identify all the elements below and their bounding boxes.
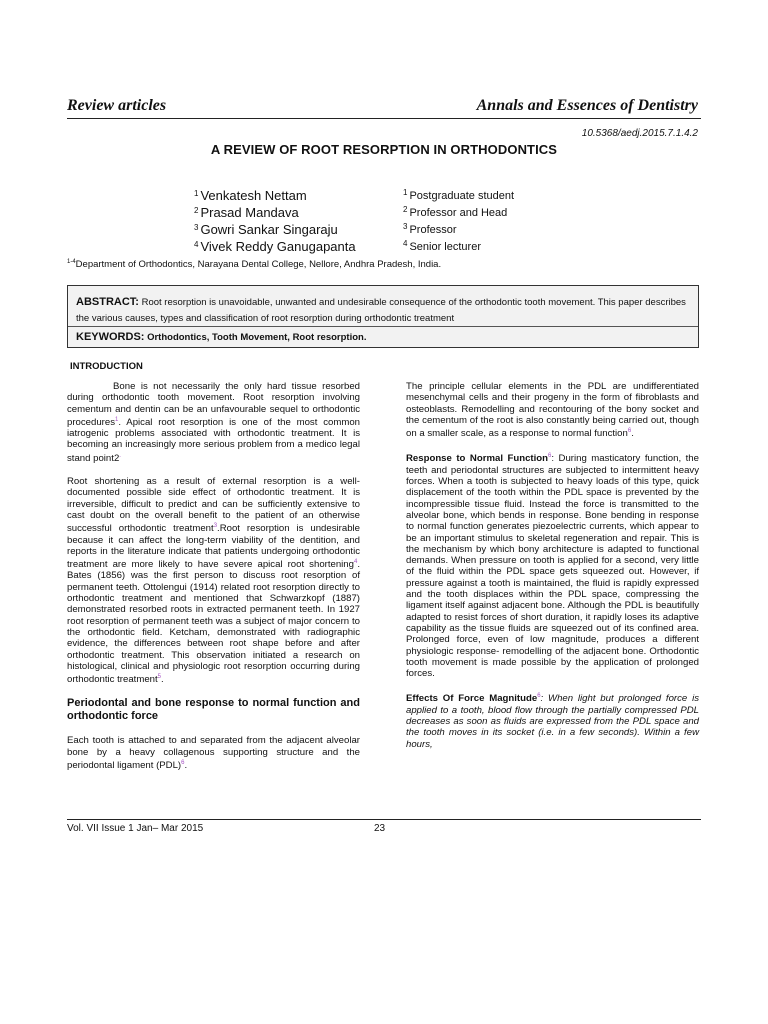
left-column (67, 381, 360, 771)
section-heading-introduction: INTRODUCTION (70, 361, 143, 372)
author-role: $^2$ Professor and Head (403, 205, 508, 219)
abstract-box (67, 285, 699, 348)
author: $^1$ Venkatesh Nettam (194, 188, 307, 203)
issue-info: Vol. VII Issue 1 Jan– Mar 2015 (67, 823, 204, 834)
author: $^2$ Prasad Mandava (194, 205, 299, 220)
paragraph: Effects Of Force Magnitude$^6$: When light but prolonged force is applied to a tooth, blood flow through the partially compressed PDL decreases as soon as fluids are expressed from the PDL space and the tooth moves in its socket (i.e. in a few seconds). Within a few hours, (406, 693, 700, 750)
run-in-heading: Effects Of Force Magnitude (406, 693, 538, 705)
header-divider (67, 118, 701, 119)
subsection-heading: Periodontal and bone response to normal function and orthodontic force (67, 697, 360, 723)
author-role: $^4$ Senior lecturer (403, 239, 481, 253)
page-number: 23 (374, 823, 386, 834)
author-role: $^3$ Professor (403, 222, 457, 236)
author-roles (403, 186, 514, 254)
paragraph: Bone is not necessarily the only hard tissue resorbed during orthodontic tooth movement. Root resorption involving cementum and dentin can be an unfavourable sequel to orthodontic procedures$^1$. Apical root resorption is one of the most common iatrogenic problems associated with orthodontic treatment. It is becoming an increasingly more serious problem from a medico legal stand point2. (67, 381, 360, 464)
journal-section-label: Review articles (67, 97, 167, 114)
abstract-label: ABSTRACT: (76, 296, 139, 308)
keywords-divider (68, 326, 698, 327)
doi: 10.5368/aedj.2015.7.1.4.2 (581, 128, 698, 139)
keywords-label: KEYWORDS: (76, 331, 145, 343)
paper-title: A REVIEW OF ROOT RESORPTION IN ORTHODONTICS (210, 142, 558, 157)
author: $^3$ Gowri Sankar Singaraju (194, 222, 338, 237)
run-in-heading: Response to Normal Function (406, 453, 548, 465)
author: $^4$ Vivek Reddy Ganugapanta (194, 239, 356, 254)
keywords: KEYWORDS: Orthodontics, Tooth Movement, Root resorption. (76, 331, 367, 343)
affiliation: $^{1-4}$Department of Orthodontics, Narayana Dental College, Nellore, Andhra Pradesh, India. (67, 259, 442, 270)
paragraph: Response to Normal Function$^6$: During masticatory function, the teeth and periodontal structures are subjected to intermittent heavy forces. When a tooth is subjected to heavy loads of this type, quick displacement of the tooth within the PDL space is prevented by the incompressible tissue fluid. Instead the force is transmitted to the alveolar bone, which bends in response. Bone bending in response to normal function generates piezoelectric currents, which appear to be an important stimulus to skeletal regeneration and repair. This is the mechanism by which bony architecture is adapted to functional demands. When pressure on tooth is applied for a second, very little of the fluid within the PDL space gets squeezed out. However, if pressure against a tooth is maintained, the fluid is rapidly expressed and the tooth displaces within the PDL space, compressing the ligament itself against adjacent bone. Although the PDL is beautifully adapted to resist forces of short duration, it rapidly loses its adaptive capability as the tissue fluids are squeezed out of its confined area. Prolonged force, even of low magnitude, produces a different physiologic response- remodelling of the adjacent bone. Orthodontic tooth movement is made possible by the application of prolonged forces. (406, 453, 699, 680)
right-column (406, 381, 699, 750)
author-role: $^1$ Postgraduate student (403, 188, 515, 202)
abstract: ABSTRACT: Root resorption is unavoidable, unwanted and undesirable consequence of the orthodontic tooth movement. This paper describes the various causes, types and classification of root resorption during orthodontic treatment (76, 296, 686, 324)
footer-divider (67, 819, 701, 820)
journal-name: Annals and Essences of Dentistry (476, 97, 698, 114)
author-list (194, 186, 356, 254)
paragraph: Root shortening as a result of external resorption is a well-documented possible side effect of orthodontic treatment. It is irreversible, difficult to predict and can be sufficiently extensive to cast doubt on the overall benefit to the patient of an otherwise successful orthodontic treatment$^3$.Root resorption is undesirable because it can affect the long-term viability of the dentition, and reports in the literature indicate that patients undergoing orthodontic treatment are more likely to have severe apical root shortening$^4$. Bates (1856) was the first person to discuss root resorption of permanent teeth. Ottolengui (1914) related root resorption directly to orthodontic treatment and mentioned that Schwarzkopf (1887) demonstrated resorbed roots in extracted permanent teeth. In 1927 root resorption of permanent teeth was a subject of major concern to the orthodontic field. Ketcham, demonstrated with radiographic evidence, the differences between root shape before and after orthodontic treatment. This observation initiated a research on histological, clinical and physiologic root resorption occurring during orthodontic treatment$^5$. (67, 476, 360, 686)
paragraph: The principle cellular elements in the PDL are undifferentiated mesenchymal cells and their progeny in the form of fibroblasts and osteoblasts. Remodelling and recontouring of the bony socket and the cementum of the root is also constantly being carried out, though on a smaller scale, as a response to normal function$^6$. (406, 381, 699, 440)
paragraph: Each tooth is attached to and separated from the adjacent alveolar bone by a heavy collagenous supporting structure and the periodontal ligament (PDL)$^6$. (67, 735, 360, 772)
